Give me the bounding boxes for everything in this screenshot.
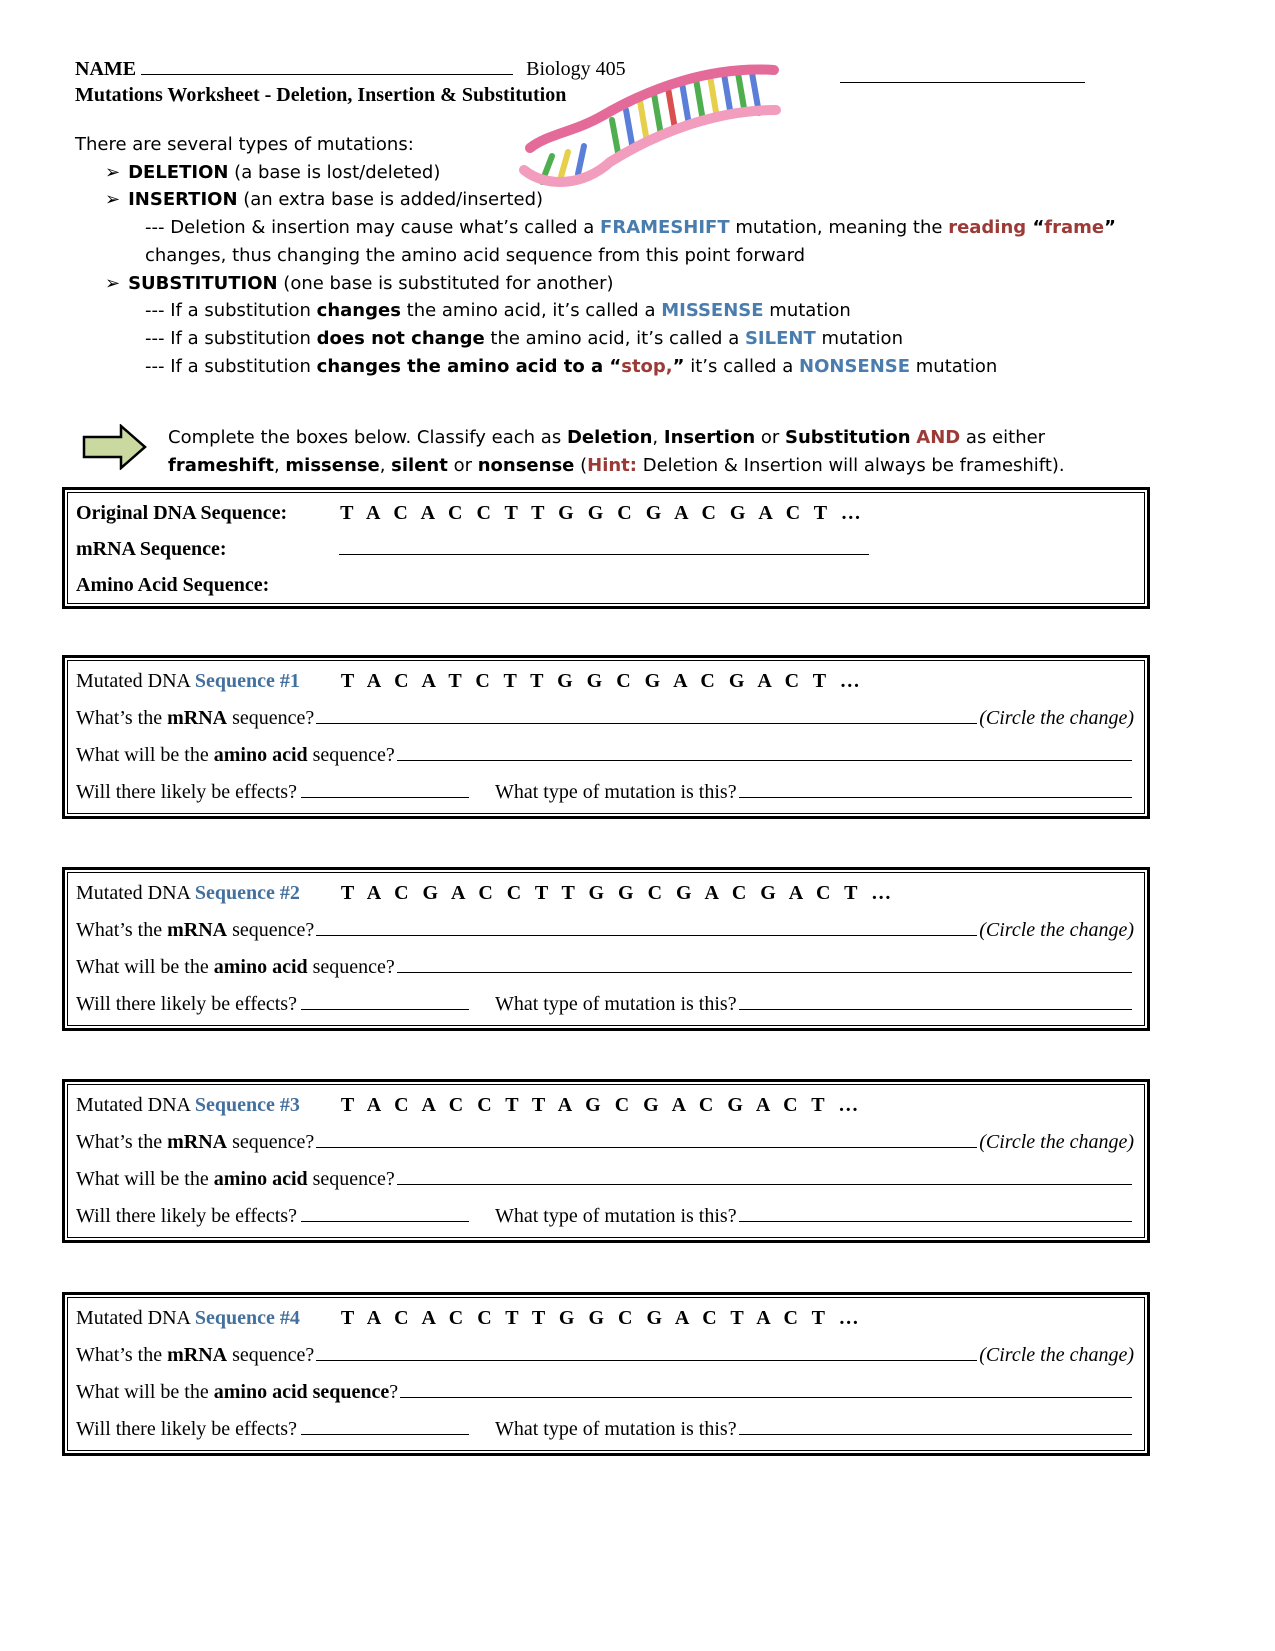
effects-answer-blank[interactable] — [301, 1203, 469, 1222]
original-amino-row — [76, 567, 1134, 603]
arrow-bullet-icon: ➢ — [105, 272, 121, 294]
circle-change-note: (Circle the change) — [979, 1131, 1134, 1153]
missense-note: --- If a substitution changes the amino acid, it’s called a MISSENSE mutation — [145, 300, 851, 322]
mutation-type-question: What type of mutation is this? — [494, 1418, 737, 1440]
mutated-box-1 — [62, 655, 1150, 819]
course-label: Biology 405 — [526, 58, 626, 80]
mutated-dna-sequence: T A C A C C T T G G C G A C T A C T … — [340, 1307, 864, 1329]
mutated-dna-row — [76, 1087, 1134, 1124]
mutation-type-answer-blank[interactable] — [739, 1009, 1132, 1010]
top-right-blank-field[interactable] — [840, 64, 1085, 83]
mrna-question-row — [76, 700, 1134, 737]
mrna-answer-blank[interactable] — [316, 723, 977, 724]
mrna-answer-blank[interactable] — [316, 1147, 977, 1148]
sequence-number-label: Sequence #4 — [194, 1307, 300, 1329]
mutation-types-list — [75, 131, 1116, 380]
effects-type-row — [76, 1198, 1134, 1235]
mutation-type-question: What type of mutation is this? — [494, 781, 737, 803]
mrna-question: What’s the mRNA sequence? — [76, 707, 315, 729]
deletion-bullet: ➢ DELETION (a base is lost/deleted) — [105, 161, 441, 183]
mutated-dna-row — [76, 663, 1134, 700]
name-label: NAME — [75, 58, 137, 80]
effects-question: Will there likely be effects? — [76, 781, 297, 803]
arrow-bullet-icon: ➢ — [105, 161, 121, 183]
effects-question: Will there likely be effects? — [76, 993, 297, 1015]
mrna-question-row — [76, 912, 1134, 949]
silent-note: --- If a substitution does not change the amino acid, it’s called a SILENT mutation — [145, 327, 903, 349]
effects-type-row — [76, 1411, 1134, 1448]
amino-question-row — [76, 1161, 1134, 1198]
effects-answer-blank[interactable] — [301, 991, 469, 1010]
mutated-dna-row — [76, 875, 1134, 912]
original-dna-label: Original DNA Sequence: — [76, 502, 288, 524]
nonsense-note: --- If a substitution changes the amino acid to a “stop,” it’s called a NONSENSE mutation — [145, 355, 998, 377]
circle-change-note: (Circle the change) — [979, 1344, 1134, 1366]
mrna-answer-blank[interactable] — [316, 935, 977, 936]
amino-question-row — [76, 1374, 1134, 1411]
effects-answer-blank[interactable] — [301, 1416, 469, 1435]
mrna-sequence-label: mRNA Sequence: — [76, 538, 227, 560]
sequence-number-label: Sequence #1 — [194, 670, 300, 692]
original-sequence-box — [62, 487, 1150, 609]
amino-answer-blank[interactable] — [397, 972, 1132, 973]
mutated-box-2 — [62, 867, 1150, 1031]
amino-question-row — [76, 949, 1134, 986]
mutated-dna-row — [76, 1300, 1134, 1337]
sequence-number-label: Sequence #3 — [194, 1094, 300, 1116]
sequence-number-label: Sequence #2 — [194, 882, 300, 904]
effects-question: Will there likely be effects? — [76, 1418, 297, 1440]
mrna-answer-blank[interactable] — [339, 536, 869, 555]
mutation-type-answer-blank[interactable] — [739, 797, 1132, 798]
insertion-bullet: ➢ INSERTION (an extra base is added/inserted) — [105, 189, 544, 211]
mutated-dna-label: Mutated DNA — [76, 670, 195, 692]
effects-answer-blank[interactable] — [301, 779, 469, 798]
block-arrow-right-icon — [82, 424, 148, 470]
effects-question: Will there likely be effects? — [76, 1205, 297, 1227]
mrna-question-row — [76, 1337, 1134, 1374]
amino-answer-blank[interactable] — [397, 760, 1132, 761]
instructions-line1: Complete the boxes below. Classify each as Deletion, Insertion or Substitution AND as either — [168, 427, 1046, 448]
mutated-box-3 — [62, 1079, 1150, 1243]
amino-answer-blank[interactable] — [400, 1397, 1132, 1398]
mutated-dna-sequence: T A C A T C T T G G C G A C G A C T … — [340, 670, 865, 692]
original-mrna-row — [76, 531, 1134, 567]
instructions — [168, 424, 1065, 480]
mutated-dna-label: Mutated DNA — [76, 1094, 195, 1116]
mrna-question-row — [76, 1124, 1134, 1161]
mutated-dna-sequence: T A C A C C T T A G C G A C G A C T … — [340, 1094, 863, 1116]
mrna-question: What’s the mRNA sequence? — [76, 919, 315, 941]
arrow-bullet-icon: ➢ — [105, 189, 121, 211]
amino-question: What will be the amino acid sequence? — [76, 1381, 399, 1403]
page-title: Mutations Worksheet - Deletion, Insertion & Substitution — [75, 84, 567, 106]
amino-answer-blank[interactable] — [397, 1184, 1132, 1185]
mutated-dna-label: Mutated DNA — [76, 882, 195, 904]
mrna-answer-blank[interactable] — [316, 1360, 977, 1361]
original-dna-sequence: T A C A C C T T G G C G A C G A C T … — [340, 502, 866, 524]
intro-lead: There are several types of mutations: — [75, 134, 414, 155]
frameshift-note-line1: --- Deletion & insertion may cause what’s called a FRAMESHIFT mutation, meaning the reading “frame” — [145, 217, 1116, 239]
amino-acid-sequence-label: Amino Acid Sequence: — [76, 574, 270, 596]
mutated-box-4 — [62, 1292, 1150, 1456]
mutated-dna-label: Mutated DNA — [76, 1307, 195, 1329]
name-blank-field[interactable] — [141, 56, 513, 75]
amino-question: What will be the amino acid sequence? — [76, 744, 395, 766]
mutation-type-question: What type of mutation is this? — [494, 1205, 737, 1227]
substitution-bullet: ➢ SUBSTITUTION (one base is substituted for another) — [105, 272, 614, 294]
mutation-type-answer-blank[interactable] — [739, 1434, 1132, 1435]
circle-change-note: (Circle the change) — [979, 919, 1134, 941]
frameshift-note-line2: changes, thus changing the amino acid sequence from this point forward — [145, 244, 806, 266]
circle-change-note: (Circle the change) — [979, 707, 1134, 729]
mutation-type-question: What type of mutation is this? — [494, 993, 737, 1015]
original-dna-row — [76, 495, 1134, 531]
effects-type-row — [76, 986, 1134, 1023]
amino-question: What will be the amino acid sequence? — [76, 1168, 395, 1190]
instructions-line2: frameshift, missense, silent or nonsense (Hint: Deletion & Insertion will always be frameshift). — [168, 455, 1065, 476]
mrna-question: What’s the mRNA sequence? — [76, 1344, 315, 1366]
amino-question: What will be the amino acid sequence? — [76, 956, 395, 978]
mutated-dna-sequence: T A C G A C C T T G G C G A C G A C T … — [340, 882, 896, 904]
mutation-type-answer-blank[interactable] — [739, 1221, 1132, 1222]
amino-question-row — [76, 737, 1134, 774]
mrna-question: What’s the mRNA sequence? — [76, 1131, 315, 1153]
effects-type-row — [76, 774, 1134, 811]
